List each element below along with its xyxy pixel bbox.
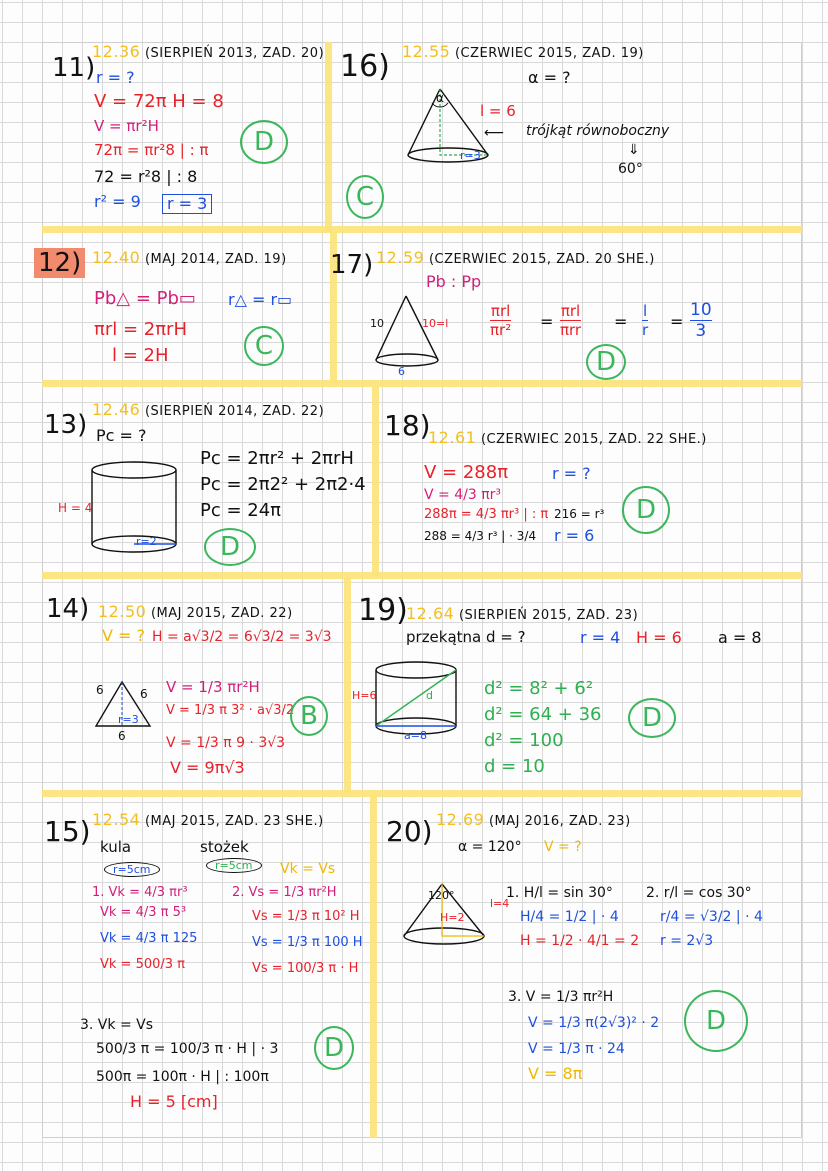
slant-label: 10: [370, 317, 384, 330]
line: πrl = 2πrH: [94, 319, 187, 340]
problem-number: 11): [52, 53, 96, 83]
label: kula: [100, 838, 132, 856]
line: Pc = 2πr² + 2πrH: [200, 448, 354, 469]
cone-diagram: [370, 292, 450, 372]
line: V = 1/3 πr²H: [166, 678, 260, 696]
problem-header: [98, 604, 293, 620]
line: V = ?: [544, 839, 582, 855]
line: 500π = 100π · H | : 100π: [96, 1069, 269, 1085]
radius-label: r=2: [136, 535, 157, 548]
line: Pb△ = Pb▭: [94, 288, 196, 309]
line: V = 72π H = 8: [94, 91, 224, 112]
task-reference: 12.55: [402, 42, 451, 61]
problem-header: [92, 44, 324, 60]
problem-header: [402, 44, 644, 60]
divider-h1: [42, 226, 802, 233]
diagonal-label: d: [426, 689, 433, 702]
label: stożek: [200, 838, 249, 856]
side-label: 6: [140, 687, 148, 701]
line: r = ?: [96, 68, 135, 87]
cone-sketch: r=5cm: [206, 858, 262, 873]
side-label: 6: [118, 729, 126, 743]
problem-number: 16): [340, 49, 390, 84]
line: Vk = 500/3 π: [100, 957, 186, 972]
height-label: H=2: [440, 911, 465, 924]
fraction-4: 10 3: [690, 300, 712, 341]
line: a = 8: [718, 628, 762, 647]
line: d² = 8² + 6²: [484, 678, 594, 699]
line: 500/3 π = 100/3 π · H | · 3: [96, 1041, 279, 1057]
divider-v4: [344, 578, 351, 793]
answer-circle: D: [684, 990, 748, 1052]
line: r/4 = √3/2 | · 4: [660, 909, 763, 925]
task-reference: 12.36: [92, 42, 141, 61]
problem-number: 19): [358, 593, 408, 628]
answer-circle: C: [346, 175, 384, 219]
cylinder-diagram: [90, 460, 180, 560]
problem-header: [376, 250, 655, 266]
task-reference: 12.50: [98, 602, 147, 621]
task-reference: 12.64: [406, 604, 455, 623]
exam-source: (MAJ 2016, ZAD. 23): [488, 814, 631, 829]
line: Pb : Pp: [426, 272, 482, 291]
answer-circle: D: [204, 528, 256, 566]
line: H = 1/2 · 4/1 = 2: [520, 933, 640, 949]
equals: =: [540, 312, 554, 331]
problem-header: [92, 250, 287, 266]
equals: =: [614, 312, 628, 331]
line: Vk = 4/3 π 5³: [100, 905, 187, 920]
line: Pc = ?: [96, 426, 147, 445]
problem-header: [436, 812, 631, 828]
cylinder-diagram: [372, 660, 462, 740]
line: V = 1/3 π(2√3)² · 2: [528, 1015, 660, 1031]
alpha-label: α: [436, 91, 444, 105]
arrow-down: ⇓: [628, 142, 640, 158]
line: H = 6: [636, 628, 682, 647]
exam-source: (MAJ 2014, ZAD. 19): [144, 252, 287, 267]
line: Pc = 2π2² + 2π2·4: [200, 474, 366, 495]
radius-label: r=3: [460, 149, 481, 162]
divider-h2: [42, 380, 802, 387]
line: H = a√3/2 = 6√3/2 = 3√3: [152, 629, 332, 645]
problem-header: [92, 812, 324, 828]
line: r = 4: [580, 628, 621, 647]
note-result: 60°: [618, 161, 643, 177]
note: trójkąt równoboczny: [526, 123, 670, 139]
answer-circle: D: [622, 486, 670, 534]
exam-source: (CZERWIEC 2015, ZAD. 22 SHE.): [480, 432, 707, 447]
line: r = 6: [554, 526, 595, 545]
line: Pc = 24π: [200, 500, 282, 521]
divider-h4: [42, 790, 802, 797]
line: 72 = r²8 | : 8: [94, 167, 198, 186]
answer-circle: D: [240, 120, 288, 164]
fraction-1: πrl πr²: [490, 302, 512, 339]
divider-v3: [372, 386, 379, 576]
line: 2. Vs = 1/3 πr²H: [232, 885, 337, 900]
exam-source: (MAJ 2015, ZAD. 22): [150, 606, 293, 621]
line: V = 288π: [424, 462, 509, 483]
exam-source: (SIERPIEŃ 2013, ZAD. 20): [144, 46, 325, 61]
line: 3. Vk = Vs: [80, 1017, 153, 1033]
divider-v1: [325, 42, 332, 232]
height-label: H = 4: [58, 501, 93, 515]
radius-label: r=3: [118, 713, 139, 726]
line: Vs = 1/3 π 10² H: [252, 909, 360, 924]
line: H/4 = 1/2 | · 4: [520, 909, 619, 925]
problem-number: 14): [46, 594, 90, 624]
problem-number: 12): [34, 248, 85, 278]
answer-circle: D: [314, 1026, 354, 1070]
problem-number: 13): [44, 410, 88, 440]
slant-label: 10=l: [422, 317, 449, 330]
task-reference: 12.61: [428, 428, 477, 447]
exam-source: (SIERPIEŃ 2015, ZAD. 23): [458, 608, 639, 623]
problem-header: [406, 606, 638, 622]
fraction-2: πrl πrr: [560, 302, 582, 339]
line: d = 10: [484, 756, 545, 777]
divider-v5: [370, 796, 377, 1138]
line: V = ?: [102, 626, 146, 645]
exam-source: (CZERWIEC 2015, ZAD. 20 SHE.): [428, 252, 655, 267]
line: l = 2H: [112, 345, 169, 366]
problem-number: 18): [384, 409, 431, 442]
line: Vk = Vs: [280, 861, 336, 877]
line: α = 120°: [458, 839, 522, 855]
line: 216 = r³: [554, 507, 605, 521]
answer-circle: D: [628, 698, 676, 738]
answer-circle: C: [244, 326, 284, 366]
sphere-sketch: r=5cm: [104, 862, 160, 877]
task-reference: 12.54: [92, 810, 141, 829]
problem-number: 20): [386, 815, 433, 848]
line: V = 1/3 π 9 · 3√3: [166, 735, 286, 751]
line: Vk = 4/3 π 125: [100, 931, 198, 946]
page-frame: [42, 42, 802, 1138]
exam-source: (MAJ 2015, ZAD. 23 SHE.): [144, 814, 324, 829]
task-reference: 12.69: [436, 810, 485, 829]
line: d² = 100: [484, 730, 564, 751]
line: 1. Vk = 4/3 πr³: [92, 885, 188, 900]
line: r△ = r▭: [228, 290, 293, 309]
task-reference: 12.46: [92, 400, 141, 419]
line: V = 8π: [528, 1064, 583, 1083]
width-label: a=8: [404, 729, 427, 742]
slant-label: l=4: [490, 897, 510, 910]
side-label: 6: [96, 683, 104, 697]
height-label: H=6: [352, 689, 377, 702]
line: V = 1/3 π 3² · a√3/2: [166, 703, 295, 718]
line: r = 2√3: [660, 933, 714, 949]
line: 288π = 4/3 πr³ | : π: [424, 507, 549, 522]
answer-circle: D: [586, 344, 626, 380]
line: d² = 64 + 36: [484, 704, 602, 725]
problem-number: 17): [330, 250, 374, 280]
exam-source: (CZERWIEC 2015, ZAD. 19): [454, 46, 644, 61]
line: r = ?: [552, 464, 591, 483]
line: r² = 9: [94, 192, 141, 211]
equals: =: [670, 312, 684, 331]
boxed-result: r = 3: [162, 194, 212, 214]
task-reference: 12.40: [92, 248, 141, 267]
exam-source: (SIERPIEŃ 2014, ZAD. 22): [144, 404, 325, 419]
slant-label: l = 6: [480, 102, 516, 120]
line: przekątna d = ?: [406, 628, 526, 646]
angle-label: 120°: [428, 889, 455, 902]
line: α = ?: [528, 68, 571, 87]
answer-circle: B: [290, 696, 328, 736]
arrow: ⟵: [484, 125, 505, 141]
divider-h3: [42, 572, 802, 579]
line: 2. r/l = cos 30°: [646, 885, 752, 901]
line: Vs = 100/3 π · H: [252, 961, 359, 976]
radius-label: 6: [398, 365, 405, 378]
task-reference: 12.59: [376, 248, 425, 267]
line: V = 1/3 π · 24: [528, 1041, 625, 1057]
problem-header: [92, 402, 324, 418]
line: 288 = 4/3 r³ | · 3/4: [424, 529, 537, 543]
problem-header: [428, 430, 707, 446]
line: V = 9π√3: [170, 758, 245, 777]
fraction-3: l r: [642, 302, 649, 339]
line: 1. H/l = sin 30°: [506, 885, 613, 901]
line: H = 5 [cm]: [130, 1092, 218, 1111]
line: Vs = 1/3 π 100 H: [252, 935, 363, 950]
line: V = 4/3 πr³: [424, 487, 501, 503]
line: 3. V = 1/3 πr²H: [508, 989, 614, 1005]
line: 72π = πr²8 | : π: [94, 141, 209, 159]
line: V = πr²H: [94, 117, 159, 135]
problem-number: 15): [44, 815, 91, 848]
